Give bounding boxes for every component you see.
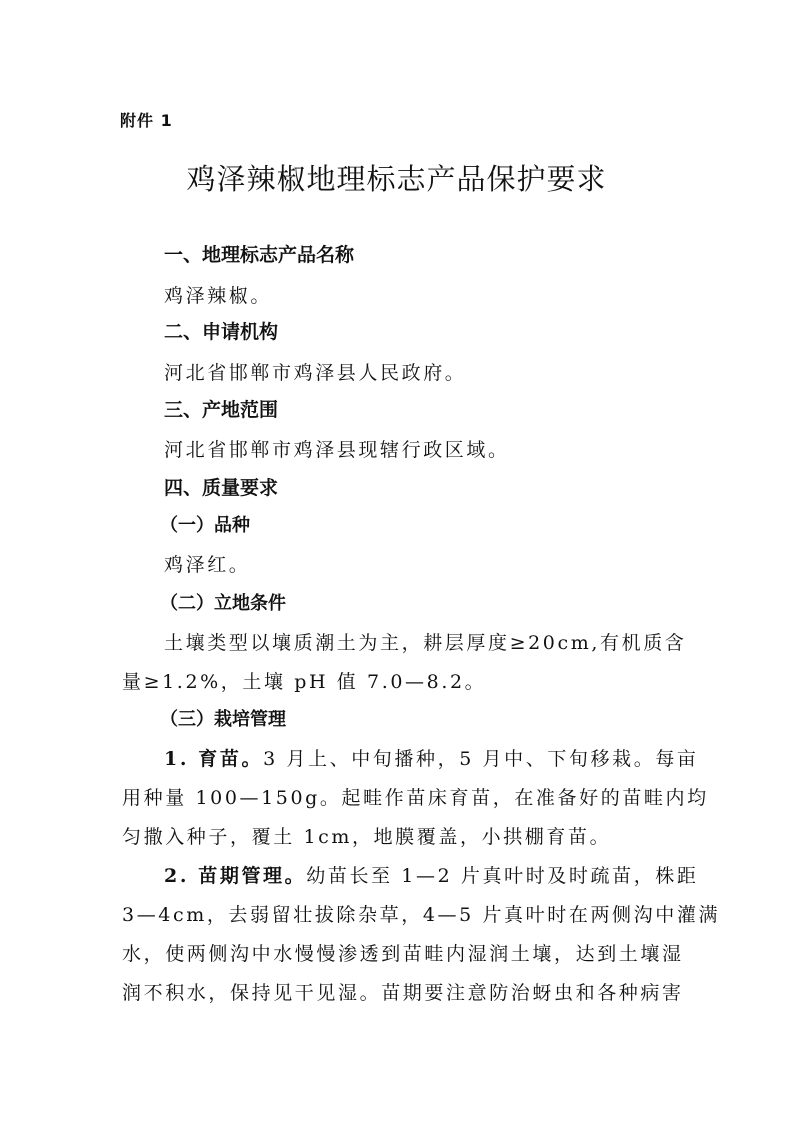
document-title: 鸡泽辣椒地理标志产品保护要求 [186,162,607,196]
paragraph-line: 匀撒入种子，覆土 1cm，地膜覆盖，小拱棚育苗。 [122,826,612,848]
section-heading-quality: 四、质量要求 [164,477,279,499]
item-text: 幼苗长至 1—2 片真叶时及时疏苗，株距 [306,865,699,887]
section-body-name: 鸡泽辣椒。 [164,285,273,307]
paragraph-line: 用种量 100—150g。起畦作苗床育苗，在准备好的苗畦内均 [122,787,709,809]
subsection-heading-variety: （一）品种 [160,515,250,536]
item-label-seedling-management: 2. 苗期管理。 [164,865,307,887]
paragraph-line: 3—4cm，去弱留壮拔除杂草，4—5 片真叶时在两侧沟中灌满 [122,904,721,926]
paragraph-line: 土壤类型以壤质潮土为主，耕层厚度≥20cm,有机质含 [164,632,687,654]
paragraph-line: 量≥1.2%，土壤 pH 值 7.0—8.2。 [122,671,487,693]
paragraph-line [164,864,699,888]
item-text: 3 月上、中旬播种，5 月中、下旬移栽。每亩 [263,748,699,770]
section-heading-applicant: 二、申请机构 [164,321,279,343]
section-heading-name: 一、地理标志产品名称 [164,244,355,266]
attachment-label: 附件 1 [120,111,173,130]
section-body-range: 河北省邯郸市鸡泽县现辖行政区域。 [164,439,510,461]
paragraph-line: 水，使两侧沟中水慢慢渗透到苗畦内湿润土壤，达到土壤湿 [122,943,684,965]
paragraph-line: 润不积水，保持见干见湿。苗期要注意防治蚜虫和各种病害 [122,982,684,1004]
subsection-heading-cultivation: （三）栽培管理 [160,709,286,730]
subsection-body-variety: 鸡泽红。 [164,554,251,576]
section-body-applicant: 河北省邯郸市鸡泽县人民政府。 [164,362,467,384]
section-heading-range: 三、产地范围 [164,399,279,421]
subsection-heading-site: （二）立地条件 [160,593,286,614]
paragraph-line [164,747,699,771]
item-label-seedling: 1. 育苗。 [164,748,264,770]
